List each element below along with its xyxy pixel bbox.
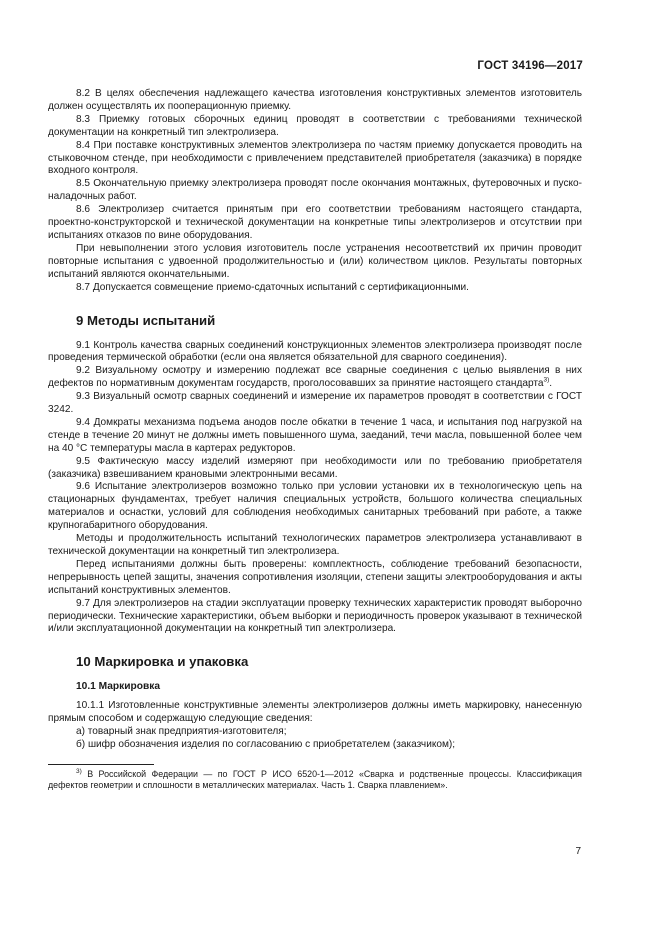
paragraph-9-6: 9.6 Испытание электролизеров возможно только при условии установки их в технологическую цепь на стационарных фундаментах, требует наличия специальных устройств, большого количества специальных материалов и оснастки, условий для соблюдения необходимых санитарных требований при работе, а также крупногабаритного оборудования. bbox=[48, 481, 582, 532]
paragraph-9-2-text: 9.2 Визуальному осмотру и измерению подлежат все сварные соединения с целью выявления в них дефектов по нормативным документам государств, проголосовавших за принятие настоящего стандарта bbox=[48, 365, 582, 390]
section-9-paragraphs bbox=[48, 340, 582, 637]
section-9-heading: 9 Методы испытаний bbox=[76, 312, 216, 328]
paragraph-9-1: 9.1 Контроль качества сварных соединений конструкционных элементов электролизера производят после проведения термической обработки (если она является обязательной для сварного соединения). bbox=[48, 339, 582, 364]
paragraph-9-3: 9.3 Визуальный осмотр сварных соединений и измерение их параметров проводят в соответствии с ГОСТ 3242. bbox=[48, 391, 582, 416]
section-8-paragraphs bbox=[48, 88, 582, 295]
document-id-header: ГОСТ 34196—2017 bbox=[477, 60, 583, 72]
paragraph-10-1-1: 10.1.1 Изготовленные конструктивные элементы электролизеров должны иметь маркировку, нанесенную прямым способом и содержащую следующие сведения: bbox=[48, 700, 582, 725]
footnote-separator bbox=[48, 764, 154, 765]
footnote-text: В Российской Федерации — по ГОСТ Р ИСО 6520-1—2012 «Сварка и родственные процессы. Классификация дефектов геометрии и сплошности в металлических материалах. Часть 1. Сварка плавлением». bbox=[48, 768, 582, 791]
paragraph-8-4: 8.4 При поставке конструктивных элементов электролизера по частям приемку допускается проводить на стыковочном стенде, при необходимости с привлечением представителей приобретателя (заказчика) в порядке входного контроля. bbox=[48, 139, 582, 177]
list-item-a: а) товарный знак предприятия-изготовителя; bbox=[76, 726, 287, 738]
paragraph-8-2: 8.2 В целях обеспечения надлежащего качества изготовления конструктивных элементов изготовитель должен осуществлять их пооперационную приемку. bbox=[48, 88, 582, 112]
list-item-b: б) шифр обозначения изделия по согласованию с приобретателем (заказчиком); bbox=[76, 738, 456, 750]
footnote-marker: 3) bbox=[76, 767, 82, 775]
section-10-paragraphs bbox=[48, 700, 582, 752]
page-number: 7 bbox=[575, 846, 581, 857]
subsection-10-1-heading: 10.1 Маркировка bbox=[76, 681, 160, 693]
paragraph-9-2 bbox=[48, 365, 582, 391]
paragraph-9-4: 9.4 Домкраты механизма подъема анодов после обкатки в течение 1 часа, и испытания под нагрузкой на стенде в течение 20 минут не должны иметь повышенного шума, заеданий, течи масла, повышенной более чем на 40 °С температуры масла в картерах редукторов. bbox=[48, 416, 582, 454]
footnote-ref: 3) bbox=[543, 376, 550, 384]
paragraph-9-7: 9.7 Для электролизеров на стадии эксплуатации проверку технических характеристик проводят выборочно периодически. Технические характеристики, объем выборки и периодичность проверок указывают в технической и/или эксплуатационной документации на конкретный тип электролизера. bbox=[48, 597, 582, 635]
paragraph-8-3: 8.3 Приемку готовых сборочных единиц проводят в соответствии с требованиями технической документации на конкретный тип электролизера. bbox=[48, 113, 582, 138]
paragraph-9-2-end: . bbox=[549, 378, 553, 390]
paragraph-9-6-methods: Методы и продолжительность испытаний технологических параметров электролизера устанавливают в технической документации на конкретный тип электролизера. bbox=[48, 533, 582, 557]
footnote-3 bbox=[48, 769, 582, 792]
paragraph-8-6-cont: При невыполнении этого условия изготовитель после устранения несоответствий их причин проводит повторные испытания с удвоенной продолжительностью и (или) количеством циклов. Результаты повторных испытаний являются окончательными. bbox=[48, 242, 582, 280]
paragraph-8-7: 8.7 Допускается совмещение приемо-сдаточных испытаний с сертификационными. bbox=[76, 281, 469, 293]
footnote bbox=[48, 769, 582, 792]
paragraph-9-5: 9.5 Фактическую массу изделий измеряют при необходимости или по требованию приобретателя (заказчика) взвешиванием крановыми электронными весами. bbox=[48, 455, 582, 480]
paragraph-9-6-checks: Перед испытаниями должны быть проверены: комплектность, соблюдение требований безопасности, непрерывность цепей защиты, значения сопротивления изоляции, степени защиты электрооборудования и акты испытаний конструктивных элементов. bbox=[48, 558, 582, 596]
section-10-heading: 10 Маркировка и упаковка bbox=[76, 654, 249, 670]
page-content bbox=[48, 88, 582, 792]
paragraph-8-6: 8.6 Электролизер считается принятым при его соответствии требованиям настоящего стандарта, проектно-конструкторской и технической документации на конкретные типы электролизеров и отсутствии при испытаниях отказов по вине оборудования. bbox=[48, 204, 582, 241]
paragraph-8-5: 8.5 Окончательную приемку электролизера проводят после окончания монтажных, футеровочных и пуско-наладочных работ. bbox=[48, 178, 582, 203]
